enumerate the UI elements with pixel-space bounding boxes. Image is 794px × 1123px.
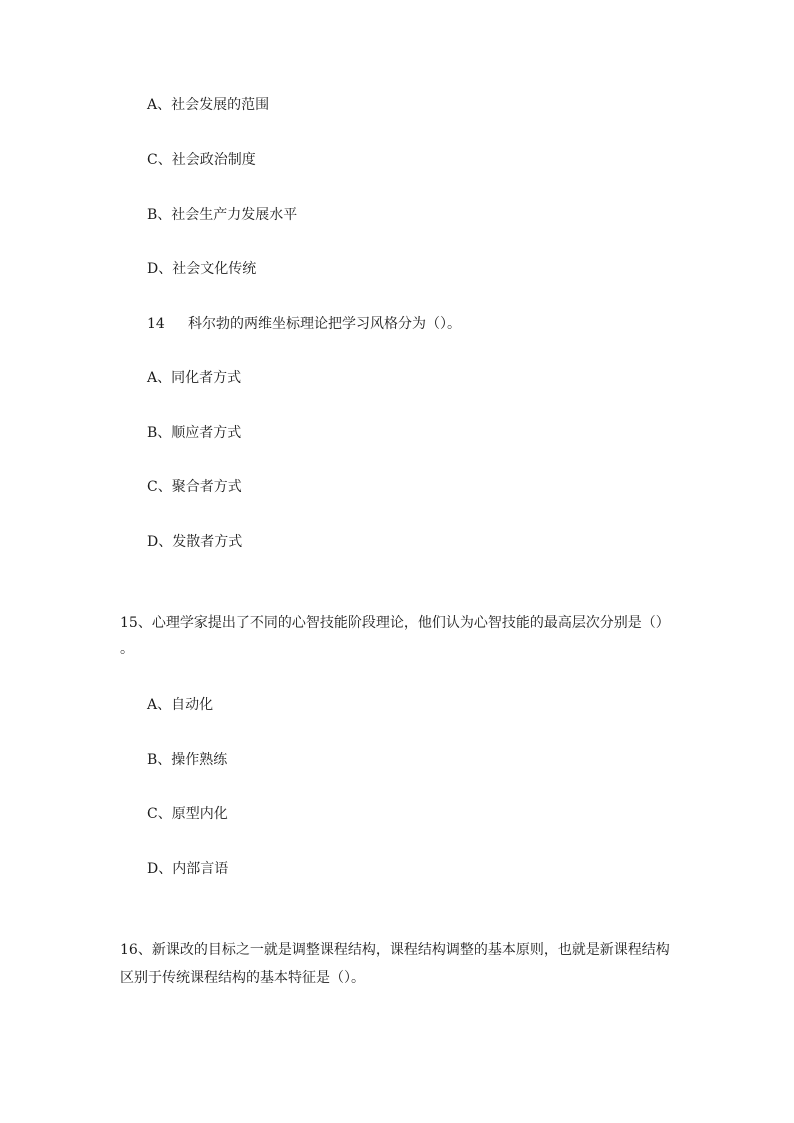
option-d: D、社会文化传统 [147, 261, 257, 277]
option-b: B、社会生产力发展水平 [147, 207, 298, 223]
question-16-line1: 16、新课改的目标之一就是调整课程结构，课程结构调整的基本原则，也就是新课程结构 [120, 942, 670, 958]
question-16-line2: 区别于传统课程结构的基本特征是（）。 [120, 970, 365, 986]
q14-option-d: D、发散者方式 [147, 534, 243, 550]
q15-option-b: B、操作熟练 [147, 752, 228, 768]
q14-option-c: C、聚合者方式 [147, 479, 242, 495]
question-14-number: 14 [147, 316, 165, 332]
option-a: A、社会发展的范围 [147, 97, 270, 113]
q15-option-c: C、原型内化 [147, 806, 228, 822]
q15-option-d: D、内部言语 [147, 861, 229, 877]
option-c: C、社会政治制度 [147, 152, 256, 168]
q14-option-a: A、同化者方式 [147, 370, 242, 386]
q15-option-a: A、自动化 [147, 697, 214, 713]
question-15-line1: 15、心理学家提出了不同的心智技能阶段理论，他们认为心智技能的最高层次分别是（） [120, 615, 670, 631]
question-14-text: 科尔勃的两维坐标理论把学习风格分为（）。 [188, 316, 461, 332]
q14-option-b: B、顺应者方式 [147, 425, 242, 441]
question-15-line2: 。 [120, 641, 134, 657]
